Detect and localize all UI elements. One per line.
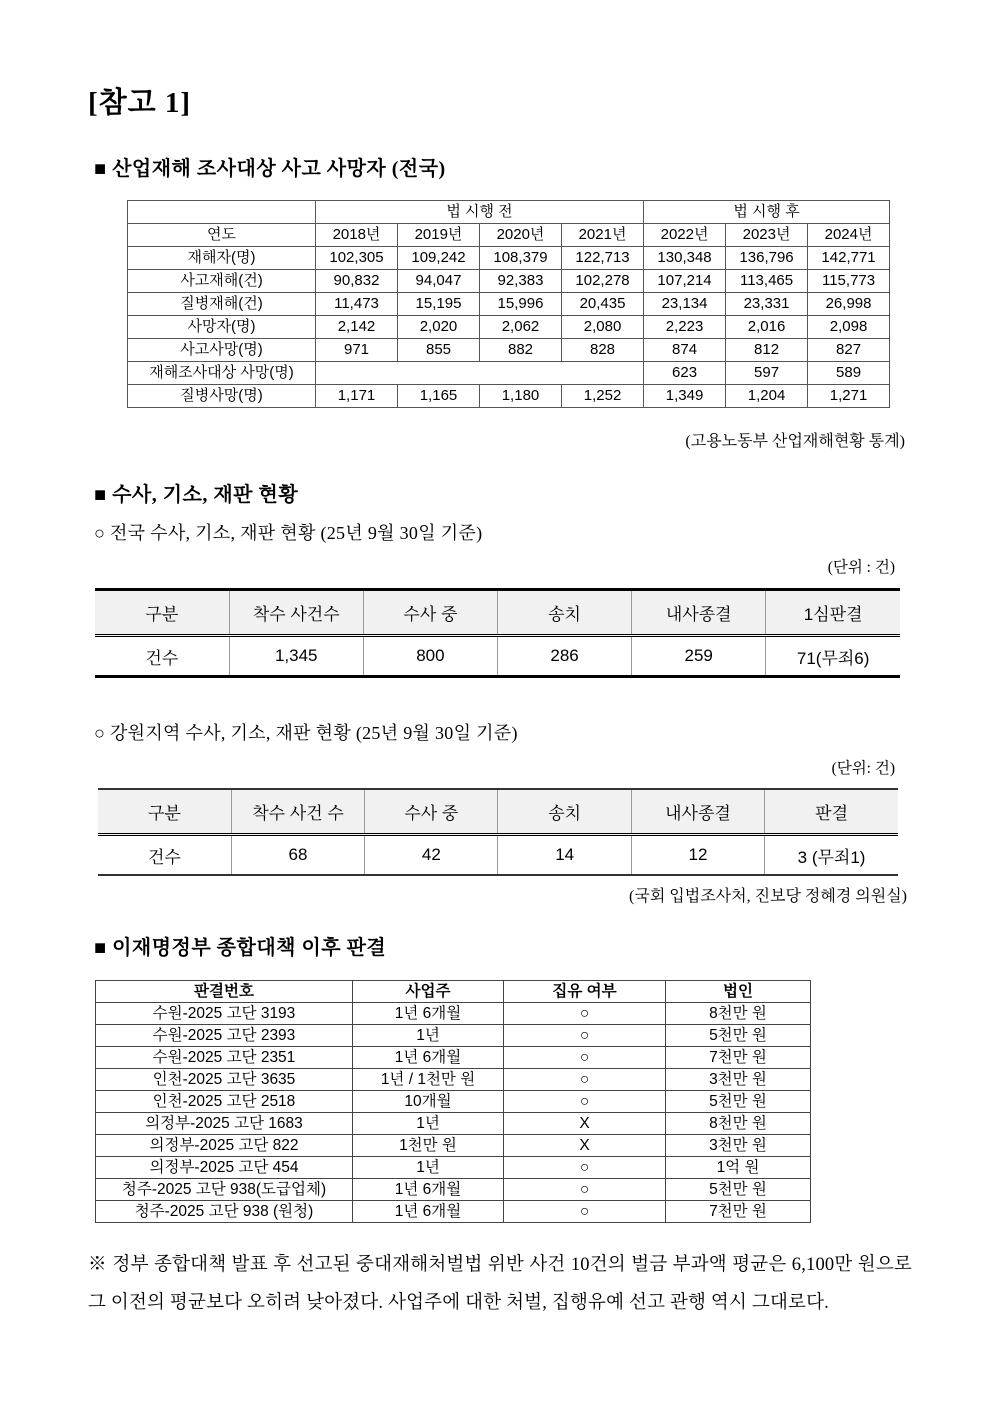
col-header-employer: 사업주: [353, 981, 504, 1003]
col-header: 판결: [765, 789, 898, 835]
table-row: [96, 1113, 811, 1135]
cell-value: 623: [644, 362, 726, 385]
table-header-row: [128, 201, 890, 224]
cell-value: 259: [632, 636, 766, 677]
cell-value: 15,996: [480, 293, 562, 316]
row-label: 건수: [147, 847, 181, 867]
cell-value: 136,796: [726, 247, 808, 270]
cell-value: 23,331: [726, 293, 808, 316]
cell-value: 94,047: [398, 270, 480, 293]
table-row: [128, 270, 890, 293]
cell-value: 2,016: [726, 316, 808, 339]
source-note-assembly: (국회 입법조사처, 진보당 정혜경 의원실): [629, 888, 907, 905]
year-row-label: 연도: [128, 224, 316, 247]
ruling-employer-sentence: 1천만 원: [353, 1135, 504, 1157]
cell-value: 142,771: [808, 247, 890, 270]
table-row: [128, 362, 890, 385]
ruling-employer-sentence: 1년: [353, 1113, 504, 1135]
ruling-case-no: 의정부-2025 고단 1683: [96, 1113, 353, 1135]
table-header-row: [95, 590, 900, 636]
col-header-probation: 집유 여부: [504, 981, 666, 1003]
cell-value: 2,020: [398, 316, 480, 339]
cell-value: 113,465: [726, 270, 808, 293]
cell-value: 2,080: [562, 316, 644, 339]
table-header-row: [96, 981, 811, 1003]
year-header: 2023년: [726, 224, 808, 247]
year-header: 2019년: [398, 224, 480, 247]
cell-value: 2,142: [316, 316, 398, 339]
ruling-probation-flag: ○: [504, 1157, 666, 1179]
ruling-corporation-fine: 5천만 원: [666, 1179, 811, 1201]
cell-value: 12: [631, 835, 764, 876]
ruling-probation-flag: ○: [504, 1069, 666, 1091]
ruling-employer-sentence: 1년: [353, 1025, 504, 1047]
page-title: [참고 1]: [88, 87, 192, 119]
cell-value: 1,180: [480, 385, 562, 408]
ruling-case-no: 인천-2025 고단 2518: [96, 1091, 353, 1113]
cell-value: 122,713: [562, 247, 644, 270]
row-label: 건수: [145, 648, 179, 668]
ruling-employer-sentence: 1년 / 1천만 원: [353, 1069, 504, 1091]
row-label: 재해자(명): [128, 247, 316, 270]
ruling-corporation-fine: 3천만 원: [666, 1135, 811, 1157]
ruling-probation-flag: X: [504, 1135, 666, 1157]
cell-value: 130,348: [644, 247, 726, 270]
ruling-employer-sentence: 1년: [353, 1157, 504, 1179]
table-row: [96, 1201, 811, 1223]
col-header: 내사종결: [631, 789, 764, 835]
national-investigation-table: [95, 588, 900, 678]
cell-value: 827: [808, 339, 890, 362]
table-row: [128, 385, 890, 408]
ruling-employer-sentence: 1년 6개월: [353, 1179, 504, 1201]
group-header-pre-law: 법 시행 전: [316, 201, 644, 224]
table-header-row: [98, 789, 898, 835]
cell-value: 800: [363, 636, 497, 677]
year-header: 2024년: [808, 224, 890, 247]
section-heading-accidents: ■ 산업재해 조사대상 사고 사망자 (전국): [94, 158, 446, 180]
year-header: 2022년: [644, 224, 726, 247]
ruling-corporation-fine: 7천만 원: [666, 1201, 811, 1223]
row-label: 질병재해(건): [128, 293, 316, 316]
cell-value: 71(무죄6): [766, 636, 900, 677]
col-header: 송치: [498, 789, 631, 835]
cell-value: 42: [365, 835, 498, 876]
cell-value: 286: [497, 636, 631, 677]
row-label: 사망자(명): [128, 316, 316, 339]
cell-value: 11,473: [316, 293, 398, 316]
col-header: 수사 중: [363, 590, 497, 636]
col-header: 1심판결: [766, 590, 900, 636]
ruling-corporation-fine: 7천만 원: [666, 1047, 811, 1069]
ruling-case-no: 인천-2025 고단 3635: [96, 1069, 353, 1091]
cell-value: 828: [562, 339, 644, 362]
table-row: [96, 1179, 811, 1201]
ruling-corporation-fine: 1억 원: [666, 1157, 811, 1179]
cell-value: 68: [231, 835, 364, 876]
col-header: 내사종결: [632, 590, 766, 636]
ruling-employer-sentence: 1년 6개월: [353, 1003, 504, 1025]
table-row: [128, 339, 890, 362]
cell-value: 812: [726, 339, 808, 362]
cell-value: 108,379: [480, 247, 562, 270]
unit-note-national: (단위 : 건): [827, 559, 895, 576]
ruling-case-no: 의정부-2025 고단 454: [96, 1157, 353, 1179]
row-label: 질병사망(명): [128, 385, 316, 408]
cell-value: 115,773: [808, 270, 890, 293]
cell-value: 882: [480, 339, 562, 362]
ruling-probation-flag: ○: [504, 1047, 666, 1069]
col-header: 착수 사건 수: [231, 789, 364, 835]
col-header: 착수 사건수: [229, 590, 363, 636]
table-row: [96, 1157, 811, 1179]
ruling-corporation-fine: 5천만 원: [666, 1091, 811, 1113]
table-row: [96, 1025, 811, 1047]
cell-value: 589: [808, 362, 890, 385]
ruling-probation-flag: ○: [504, 1091, 666, 1113]
cell-value: 2,223: [644, 316, 726, 339]
cell-value: 1,349: [644, 385, 726, 408]
table-row: [98, 835, 898, 876]
ruling-case-no: 청주-2025 고단 938(도급업체): [96, 1179, 353, 1201]
ruling-employer-sentence: 1년 6개월: [353, 1201, 504, 1223]
cell-value: 971: [316, 339, 398, 362]
col-header-corporation: 법인: [666, 981, 811, 1003]
cell-value: 23,134: [644, 293, 726, 316]
table-row: [95, 636, 900, 677]
subsection-national: ○ 전국 수사, 기소, 재판 현황 (25년 9월 30일 기준): [94, 523, 483, 543]
table-row: [96, 1135, 811, 1157]
table-row: [128, 293, 890, 316]
section-heading-rulings: ■ 이재명정부 종합대책 이후 판결: [94, 937, 387, 959]
rulings-table: [95, 980, 811, 1223]
merged-empty-cell: [316, 362, 644, 385]
ruling-corporation-fine: 5천만 원: [666, 1025, 811, 1047]
cell-value: 14: [498, 835, 631, 876]
ruling-case-no: 수원-2025 고단 2393: [96, 1025, 353, 1047]
year-header: 2021년: [562, 224, 644, 247]
ruling-corporation-fine: 8천만 원: [666, 1113, 811, 1135]
table-row: [96, 1047, 811, 1069]
ruling-case-no: 청주-2025 고단 938 (원청): [96, 1201, 353, 1223]
accident-stats-table: [127, 200, 890, 408]
cell-value: 15,195: [398, 293, 480, 316]
cell-value: 1,165: [398, 385, 480, 408]
ruling-probation-flag: ○: [504, 1003, 666, 1025]
table-row: [96, 1091, 811, 1113]
row-label: 사고재해(건): [128, 270, 316, 293]
col-header: 구분: [98, 789, 231, 835]
cell-value: 874: [644, 339, 726, 362]
cell-value: 1,271: [808, 385, 890, 408]
footnote: ※ 정부 종합대책 발표 후 선고된 중대재해처벌법 위반 사건 10건의 벌금 부과액 평균은 6,100만 원으로 그 이전의 평균보다 오히려 낮아졌다. 사업주에 대한 처벌, 집행유예 선고 관행 역시 그대로다.: [88, 1255, 912, 1313]
cell-value: 102,305: [316, 247, 398, 270]
col-header: 송치: [497, 590, 631, 636]
subsection-gangwon: ○ 강원지역 수사, 기소, 재판 현황 (25년 9월 30일 기준): [94, 723, 518, 743]
ruling-employer-sentence: 1년 6개월: [353, 1047, 504, 1069]
cell-value: 3 (무죄1): [765, 835, 898, 876]
table-header-row: [128, 224, 890, 247]
gangwon-investigation-table: [98, 788, 898, 876]
col-header: 수사 중: [365, 789, 498, 835]
ruling-probation-flag: ○: [504, 1201, 666, 1223]
source-note-moel: (고용노동부 산업재해현황 통계): [685, 433, 905, 450]
year-header: 2018년: [316, 224, 398, 247]
corner-cell: [128, 201, 316, 224]
cell-value: 26,998: [808, 293, 890, 316]
ruling-case-no: 수원-2025 고단 2351: [96, 1047, 353, 1069]
table-row: [128, 316, 890, 339]
col-header-case-no: 판결번호: [96, 981, 353, 1003]
table-row: [128, 247, 890, 270]
ruling-corporation-fine: 3천만 원: [666, 1069, 811, 1091]
row-label: 사고사망(명): [128, 339, 316, 362]
group-header-post-law: 법 시행 후: [644, 201, 890, 224]
cell-value: 1,171: [316, 385, 398, 408]
cell-value: 1,345: [229, 636, 363, 677]
cell-value: 92,383: [480, 270, 562, 293]
col-header: 구분: [95, 590, 229, 636]
ruling-probation-flag: ○: [504, 1025, 666, 1047]
cell-value: 855: [398, 339, 480, 362]
cell-value: 102,278: [562, 270, 644, 293]
section-heading-investigation: ■ 수사, 기소, 재판 현황: [94, 484, 299, 506]
cell-value: 1,252: [562, 385, 644, 408]
cell-value: 107,214: [644, 270, 726, 293]
ruling-corporation-fine: 8천만 원: [666, 1003, 811, 1025]
unit-note-gangwon: (단위: 건): [831, 760, 895, 777]
year-header: 2020년: [480, 224, 562, 247]
cell-value: 109,242: [398, 247, 480, 270]
cell-value: 597: [726, 362, 808, 385]
ruling-employer-sentence: 10개월: [353, 1091, 504, 1113]
cell-value: 2,062: [480, 316, 562, 339]
ruling-case-no: 의정부-2025 고단 822: [96, 1135, 353, 1157]
row-label: 재해조사대상 사망(명): [128, 362, 316, 385]
table-row: [96, 1003, 811, 1025]
ruling-case-no: 수원-2025 고단 3193: [96, 1003, 353, 1025]
cell-value: 90,832: [316, 270, 398, 293]
cell-value: 2,098: [808, 316, 890, 339]
ruling-probation-flag: X: [504, 1113, 666, 1135]
cell-value: 20,435: [562, 293, 644, 316]
table-row: [96, 1069, 811, 1091]
cell-value: 1,204: [726, 385, 808, 408]
ruling-probation-flag: ○: [504, 1179, 666, 1201]
